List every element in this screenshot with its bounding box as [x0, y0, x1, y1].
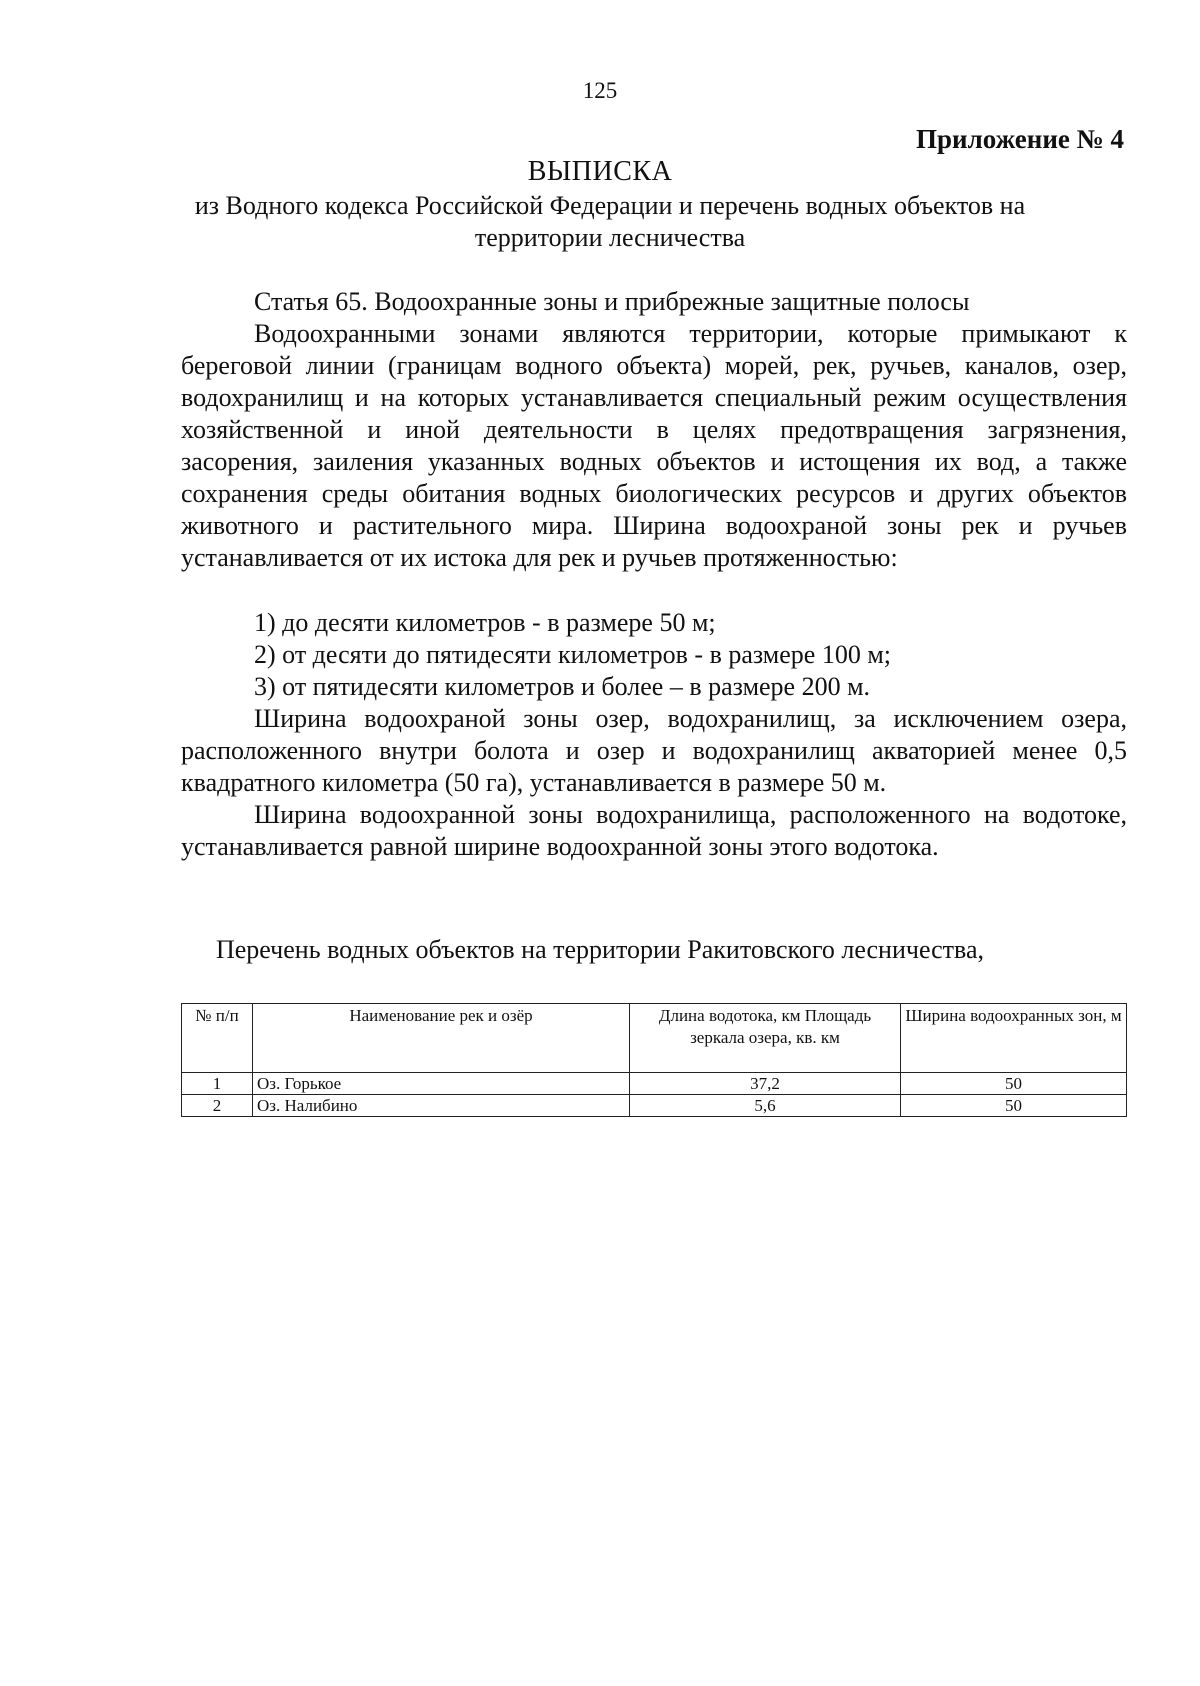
- row-name: Оз. Горькое: [253, 1073, 630, 1095]
- header-width: Ширина водоохранных зон, м: [901, 1004, 1127, 1073]
- article-heading: Статья 65. Водоохранные зоны и прибрежные защитные полосы: [254, 287, 970, 316]
- paragraph-lake-zone-width: Ширина водоохраной зоны озер, водохранилищ, за исключением озера, расположенного внутри болота и озер и водохранилищ акваторией менее 0,5 квадратного километра (50 га), устанавливается в размере 50 м.: [181, 704, 1127, 797]
- header-length: Длина водотока, км Площадь зеркала озера, кв. км: [630, 1004, 901, 1073]
- document-title: ВЫПИСКА: [527, 156, 673, 187]
- list-caption: Перечень водных объектов на территории Ракитовского лесничества,: [215, 935, 985, 964]
- row-width: 50: [901, 1095, 1127, 1117]
- row-width: 50: [901, 1073, 1127, 1095]
- header-num: № п/п: [182, 1004, 253, 1073]
- row-length: 37,2: [630, 1073, 901, 1095]
- table-row: [182, 1095, 1127, 1117]
- appendix-label: Приложение № 4: [916, 124, 1124, 154]
- row-length: 5,6: [630, 1095, 901, 1117]
- list-item-3: 3) от пятидесяти километров и более – в размере 200 м.: [254, 672, 871, 701]
- row-name: Оз. Налибино: [253, 1095, 630, 1117]
- paragraph-water-protection-zones: Водоохранными зонами являются территории, которые примыкают к береговой линии (границам водного объекта) морей, рек, ручьев, каналов, озер, водохранилищ и на которых устанавливается специальный режим осуществления хозяйственной и иной деятельности в целях предотвращения загрязнения, засорения, заиления указанных водных объектов и истощения их вод, а также сохранения среды обитания водных биологических ресурсов и других объектов животного и растительного мира. Ширина водоохраной зоны рек и ручьев устанавливается от их истока для рек и ручьев протяженностью:: [181, 319, 1127, 572]
- row-num: 1: [182, 1073, 253, 1095]
- header-name: Наименование рек и озёр: [253, 1004, 630, 1073]
- list-item-1: 1) до десяти километров - в размере 50 м;: [254, 608, 716, 637]
- water-objects-table: [181, 1003, 1127, 1117]
- document-subtitle: из Водного кодекса Российской Федерации и перечень водных объектов на территории лесничества: [194, 191, 1026, 252]
- row-num: 2: [182, 1095, 253, 1117]
- table-header-row: [182, 1004, 1127, 1073]
- page-number: 125: [582, 78, 618, 103]
- paragraph-reservoir-zone-width: Ширина водоохранной зоны водохранилища, расположенного на водотоке, устанавливается равной ширине водоохранной зоны этого водотока.: [181, 800, 1127, 861]
- list-item-2: 2) от десяти до пятидесяти километров - в размере 100 м;: [254, 640, 891, 669]
- table-row: [182, 1073, 1127, 1095]
